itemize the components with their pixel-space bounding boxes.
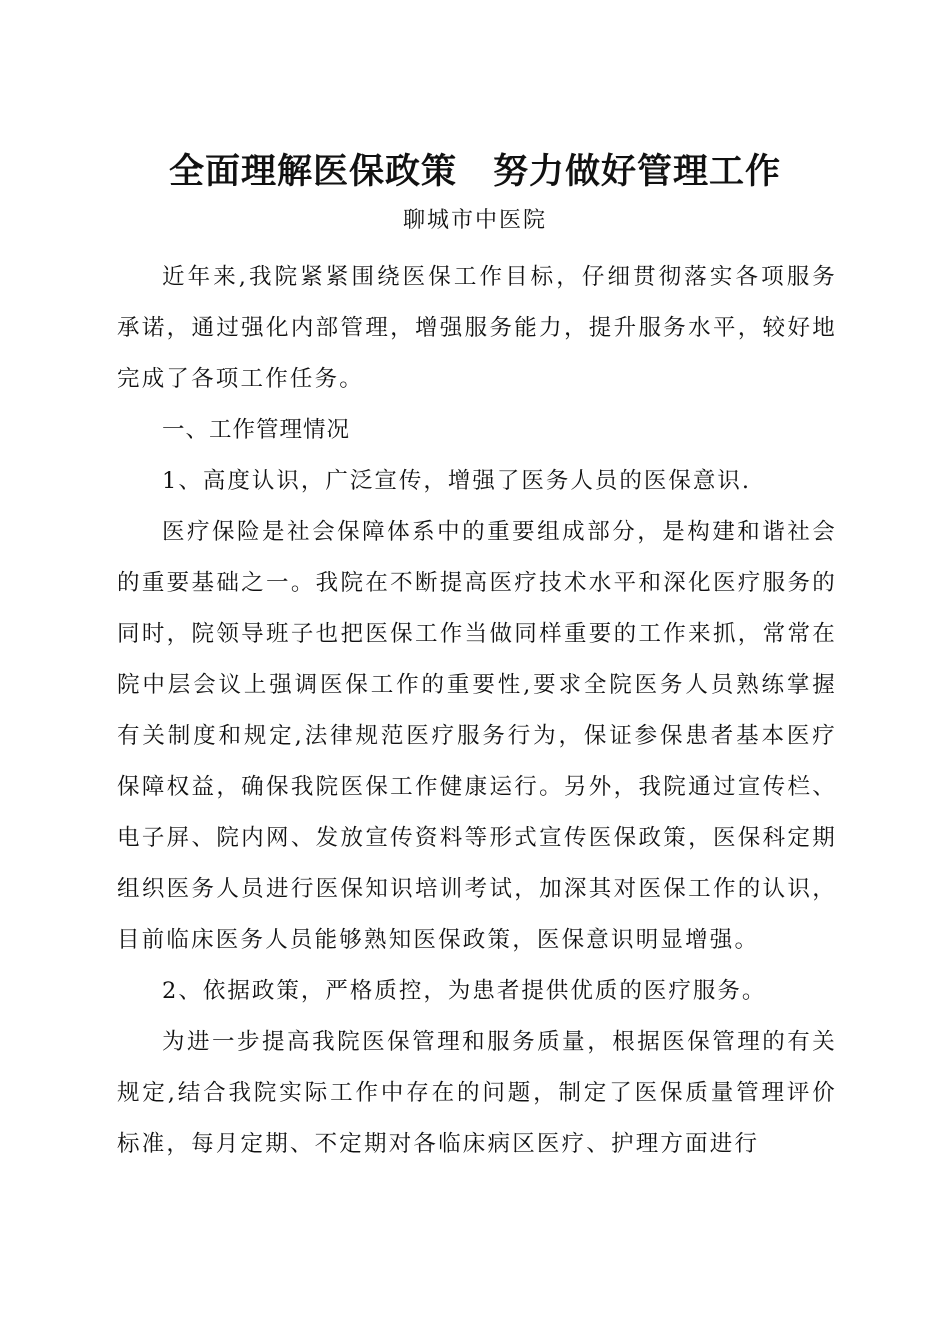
- author-organization: 聊城市中医院: [402, 208, 547, 233]
- intro-paragraph: 近年来,我院紧紧围绕医保工作目标，仔细贯彻落实各项服务承诺，通过强化内部管理，增强服务能力，提升服务水平，较好地完成了各项工作任务。: [117, 264, 837, 392]
- document-title: 全面理解医保政策 努力做好管理工作: [168, 152, 781, 192]
- body-paragraph: 为进一步提高我院医保管理和服务质量，根据医保管理的有关规定,结合我院实际工作中存在的问题，制定了医保质量管理评价标准，每月定期、不定期对各临床病区医疗、护理方面进行: [117, 1029, 837, 1157]
- section-heading: 一、工作管理情况: [162, 417, 351, 443]
- subsection-heading: 2、依据政策，严格质控，为患者提供优质的医疗服务。: [162, 978, 767, 1004]
- document-body: [117, 252, 837, 1170]
- body-paragraph: 医疗保险是社会保障体系中的重要组成部分，是构建和谐社会的重要基础之一。我院在不断提高医疗技术水平和深化医疗服务的同时，院领导班子也把医保工作当做同样重要的工作来抓，常常在院中层会议上强调医保工作的重要性,要求全院医务人员熟练掌握有关制度和规定,法律规范医疗服务行为，保证参保患者基本医疗保障权益，确保我院医保工作健康运行。另外，我院通过宣传栏、电子屏、院内网、发放宣传资料等形式宣传医保政策，医保科定期组织医务人员进行医保知识培训考试，加深其对医保工作的认识，目前临床医务人员能够熟知医保政策，医保意识明显增强。: [117, 519, 837, 953]
- subsection-heading: 1、高度认识，广泛宣传，增强了医务人员的医保意识.: [162, 468, 751, 494]
